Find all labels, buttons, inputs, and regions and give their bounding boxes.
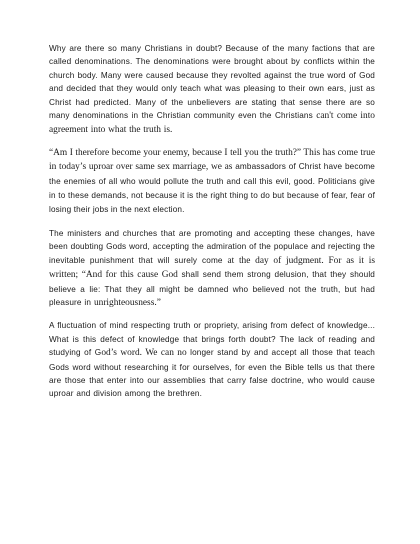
paragraph-3-quote-end: unrighteousness.”	[93, 297, 161, 308]
paragraph-1-text: Why are there so many Christians in doubt? Because of the many factions that are called denominations. The denominations were brought about by conflicts within the church body. Many were caused because they revolted against the true word of God and decided that they would only teach what was pleasing to their own ears, just as Christ had predicted. Many of the unbelievers are stating that sense there are so many denominations in the Christian community even the Christians	[49, 44, 375, 121]
paragraph-4-text: A fluctuation of mind respecting truth or propriety, arising from defect of knowledge... What is this defect of knowledge that brings forth doubt? The lack of reading and studying of G	[49, 321, 375, 358]
paragraph-3-quote: shall send them strong delusion, that they should believe a lie: That they all might be damned who believed not the truth, but had pleasure in	[49, 270, 375, 307]
paragraph-1-text-end: can't come into agreement into what the truth is.	[49, 111, 375, 136]
paragraph-3-text: The ministers and churches that are promoting and accepting these changes, have been doubting Gods word, accepting the admiration of the populace and rejecting the inevitable punishment that will surely come	[49, 228, 375, 265]
paragraph-2-quote: “Am I therefore become your enemy, because I tell you the truth?” This has come true in today’s uproar over same sex marriage, we as	[49, 147, 375, 173]
paragraph-1	[49, 42, 375, 138]
document-body	[49, 42, 375, 410]
paragraph-3	[49, 227, 375, 310]
paragraph-4	[49, 319, 375, 400]
paragraph-4-text-mid: od’s word. We can no	[101, 348, 191, 359]
paragraph-2	[49, 147, 375, 218]
paragraph-3-quote-intro: at the day of judgment. For as it is written; “And for this cause God	[49, 255, 375, 281]
paragraph-2-text: ambassadors of Christ have become the enemies of all who would pollute the truth and call this evil, good. Politicians give in to these demands, not because it is the right thing to do but because of fear, fear of losing their jobs in the next election.	[49, 162, 376, 215]
paragraph-4-text-end: longer stand by and accept all those that teach Gods word without researching it for ourselves, for even the Bible tells us that there are those that enter into our assemblies that carry false doctrine, who would cause uproar and division among the brethren.	[49, 348, 375, 399]
